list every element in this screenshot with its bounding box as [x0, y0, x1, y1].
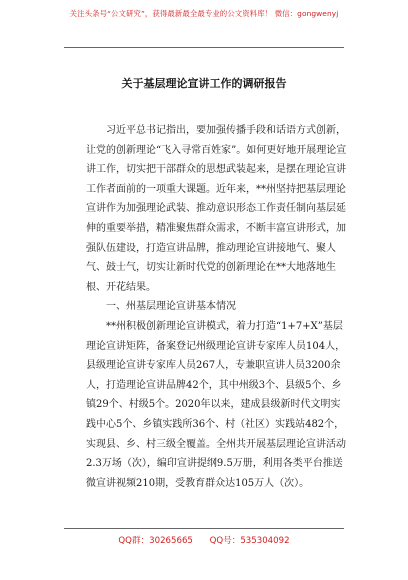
header-divider	[64, 47, 344, 48]
footer-divider	[64, 528, 344, 529]
intro-paragraph: 习近平总书记指出，要加强传播手段和话语方式创新，让党的创新理论“飞入寻常百姓家”。如何更好地开展理论宣讲工作，切实把干部群众的思想武装起来，是摆在理论宣讲工作者面前的一项重大课题。近年来，**州坚持把基层理论宣讲作为加强理论武装、推动意识形态工作责任制向基层延伸的重要举措，精准聚焦群众需求，不断丰富宣讲形式，加强队伍建设，打造宣讲品牌，推动理论宣讲接地气、聚人气、鼓士气，切实让新时代党的创新理论在**大地落地生根、开花结果。	[86, 125, 347, 293]
footer-qq-number: QQ号：535304092	[209, 536, 290, 546]
document-body	[86, 121, 348, 493]
section-paragraph: **州积极创新理论宣讲模式，着力打造“1+7+X”基层理论宣讲矩阵，备案登记州级理论宣讲专家库人员104人，县级理论宣讲专家库人员267人，专兼职宣讲人员3200余人，打造理论宣讲品牌42个，其中州级3个、县级5个、乡镇29个、村级5个。2020年以来，建成县级新时代文明实践中心5个、乡镇实践所36个、村（社区）实践站482个，实现县、乡、村三级全覆盖。全州共开展基层理论宣讲活动2.3万场（次），编印宣讲提纲9.5万册，利用各类平台推送微宣讲视频210期，受教育群众达105万人（次）。	[86, 320, 346, 489]
section-heading: 一、州基层理论宣讲基本情况	[106, 301, 236, 313]
footer	[0, 534, 408, 546]
footer-qq-group: QQ群：30265665	[118, 536, 193, 546]
document-title: 关于基层理论宣讲工作的调研报告	[121, 77, 287, 90]
header-note: 关注头条号“公文研究”，获得最新最全最专业的公文资料库！ 微信：gongwenyj	[69, 9, 339, 18]
